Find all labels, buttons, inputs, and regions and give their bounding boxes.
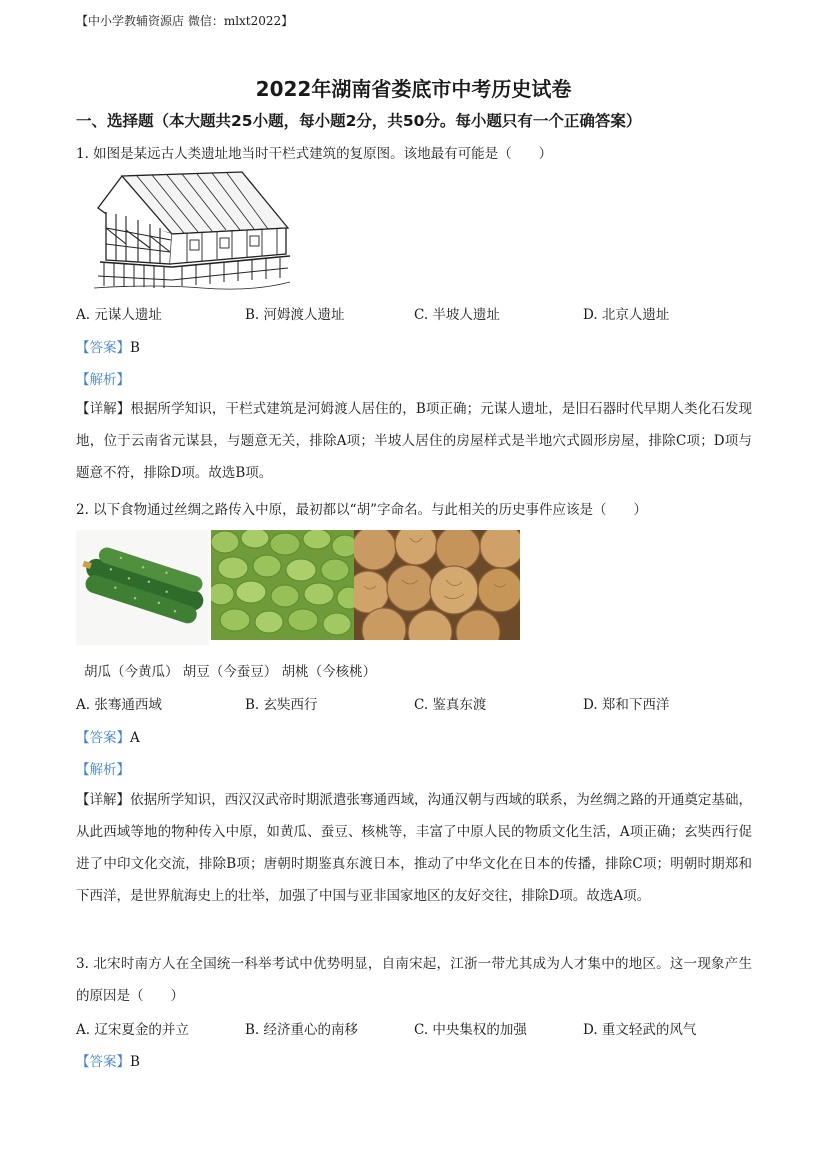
q2-option-c: C. 鉴真东渡 (414, 697, 487, 713)
analysis-label: 解析 (89, 762, 117, 778)
question-2-stem: 2. 以下食物通过丝绸之路传入中原，最初都以“胡”字命名。与此相关的历史事件应该是（ ） (76, 502, 647, 518)
q2-option-b: B. 玄奘西行 (245, 697, 318, 713)
answer-label: 答案 (89, 1054, 117, 1070)
walnut-image (354, 530, 520, 640)
q1-detail: 【详解】根据所学知识，干栏式建筑是河姆渡人居住的，B项正确；元谋人遗址，是旧石器时代早期人类化石发现地，位于云南省元谋县，与题意无关，排除A项；半坡人居住的房屋样式是半地穴式圆形房屋，排除C项；D项与题意不符，排除D项。故选B项。 (76, 401, 752, 481)
q3-option-b: B. 经济重心的南移 (245, 1022, 359, 1038)
stilt-house-illustration (92, 168, 292, 290)
q3-option-d: D. 重文轻武的风气 (583, 1022, 697, 1038)
answer-label: 答案 (89, 340, 117, 356)
question-1-options (76, 303, 756, 323)
question-2-options (76, 693, 756, 713)
q1-option-c: C. 半坡人遗址 (414, 307, 500, 323)
q3-answer-value: B (130, 1054, 140, 1070)
answer-label: 答案 (89, 730, 117, 746)
q3-option-c: C. 中央集权的加强 (414, 1022, 527, 1038)
q1-option-a: A. 元谋人遗址 (76, 307, 162, 323)
cucumber-image (76, 530, 209, 645)
question-1-stem: 1. 如图是某远古人类遗址地当时干栏式建筑的复原图。该地最有可能是（ ） (76, 146, 553, 162)
q1-answer-value: B (130, 340, 140, 356)
section-heading: 一、选择题（本大题共25小题，每小题2分，共50分。每小题只有一个正确答案） (76, 112, 642, 130)
q1-answer: 【答案】B (76, 340, 140, 356)
q2-option-d: D. 郑和下西洋 (583, 697, 670, 713)
page-title: 2022年湖南省娄底市中考历史试卷 (255, 77, 572, 101)
q2-detail: 【详解】依据所学知识，西汉汉武帝时期派遣张骞通西域，沟通汉朝与西域的联系，为丝绸之路的开通奠定基础，从此西域等地的物种传入中原，如黄瓜、蚕豆、核桃等，丰富了中原人民的物质文化生活，A项正确；玄奘西行促进了中印文化交流，排除B项；唐朝时期鉴真东渡日本，推动了中华文化在日本的传播，排除C项；明朝时期郑和下西洋，是世界航海史上的壮举，加强了中国与亚非国家地区的友好交往，排除D项。故选A项。 (76, 792, 752, 904)
q2-answer-value: A (130, 730, 140, 746)
question-2-caption: 胡瓜（今黄瓜） 胡豆（今蚕豆） 胡桃（今核桃） (84, 664, 377, 680)
analysis-label: 解析 (89, 372, 117, 388)
q1-analysis-label: 【解析】 (76, 372, 130, 388)
q2-option-a: A. 张骞通西域 (76, 697, 162, 713)
q2-analysis-label: 【解析】 (76, 762, 130, 778)
q3-answer: 【答案】B (76, 1054, 140, 1070)
question-3-options (76, 1018, 756, 1038)
q2-answer: 【答案】A (76, 730, 140, 746)
q3-option-a: A. 辽宋夏金的并立 (76, 1022, 189, 1038)
q1-option-b: B. 河姆渡人遗址 (245, 307, 345, 323)
q1-option-d: D. 北京人遗址 (583, 307, 670, 323)
page-header: 【中小学教辅资源店 微信：mlxt2022】 (76, 14, 294, 28)
broad-bean-image (211, 530, 354, 640)
question-3-stem: 3. 北宋时南方人在全国统一科举考试中优势明显，自南宋起，江浙一带尤其成为人才集中的地区。这一现象产生的原因是（ ） (76, 956, 752, 1004)
